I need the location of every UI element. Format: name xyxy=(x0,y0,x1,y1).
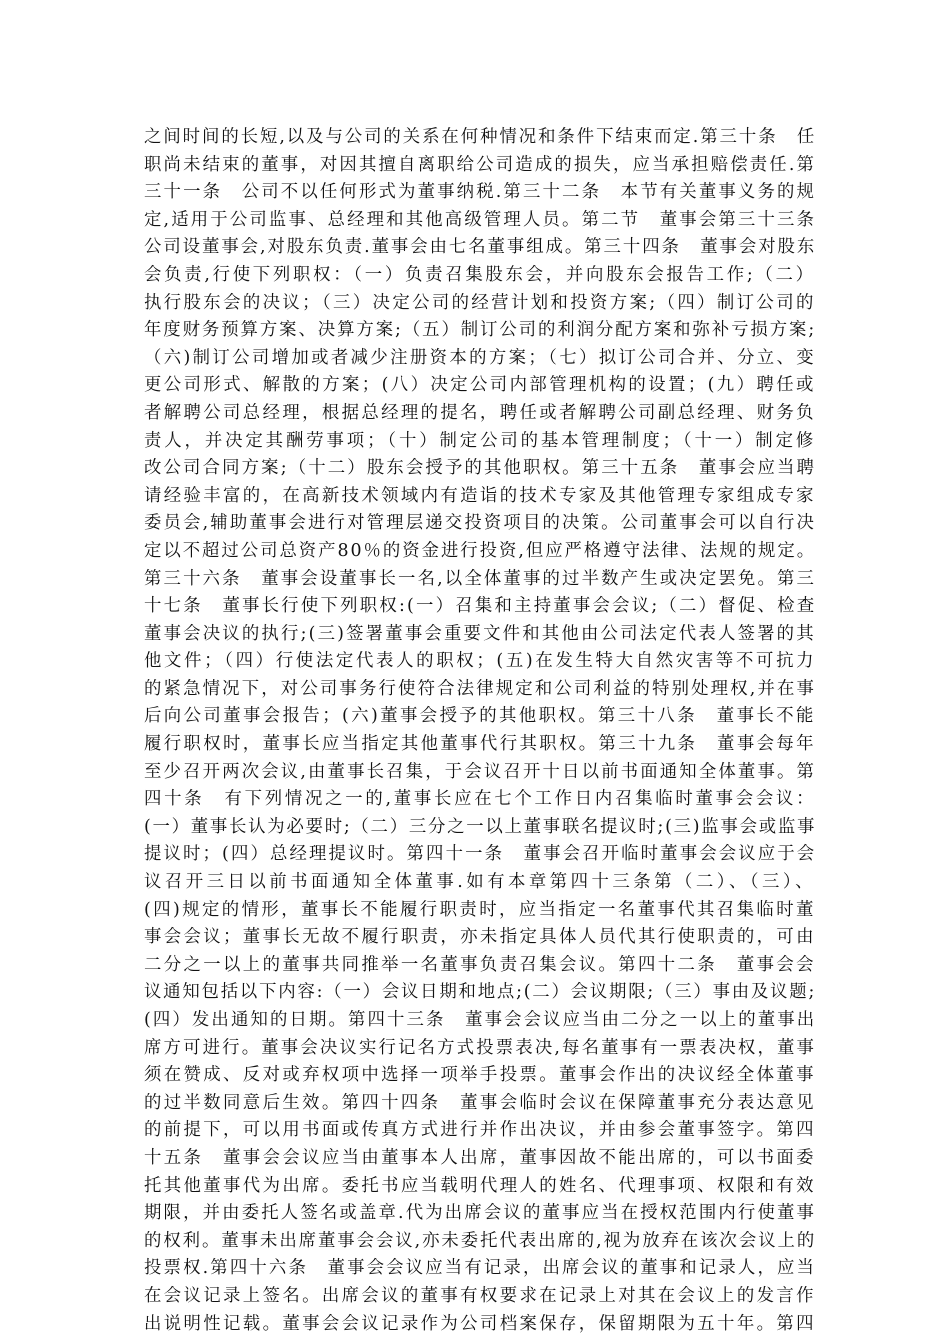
text-line: 的权利。董事未出席董事会会议,亦未委托代表出席的,视为放弃在该次会议上的 xyxy=(144,1230,816,1251)
text-line: 事会会议；董事长无故不履行职责，亦未指定具体人员代其行使职责的，可由 xyxy=(144,927,816,948)
text-line: 投票权.第四十六条 董事会会议应当有记录，出席会议的董事和记录人，应当 xyxy=(144,1258,816,1279)
text-line: 履行职权时，董事长应当指定其他董事代行其职权。第三十九条 董事会每年 xyxy=(144,734,816,755)
text-line: 他文件；（四）行使法定代表人的职权；(五)在发生特大自然灾害等不可抗力 xyxy=(144,651,816,672)
text-line: 请经验丰富的，在高新技术领域内有造诣的技术专家及其他管理专家组成专家 xyxy=(144,485,816,506)
text-line: 执行股东会的决议；（三）决定公司的经营计划和投资方案;（四）制订公司的 xyxy=(144,292,816,313)
text-line: 十五条 董事会会议应当由董事本人出席，董事因故不能出席的，可以书面委 xyxy=(144,1147,816,1168)
body-text xyxy=(144,124,816,1338)
text-line: 四十条 有下列情况之一的,董事长应在七个工作日内召集临时董事会会议： xyxy=(144,789,816,810)
text-line: 的过半数同意后生效。第四十四条 董事会临时会议在保障董事充分表达意见 xyxy=(144,1092,816,1113)
text-line: (四)规定的情形，董事长不能履行职责时，应当指定一名董事代其召集临时董 xyxy=(144,899,816,920)
text-line: 三十一条 公司不以任何形式为董事纳税.第三十二条 本节有关董事义务的规 xyxy=(144,182,816,203)
text-line: 第三十六条 董事会设董事长一名,以全体董事的过半数产生或决定罢免。第三 xyxy=(144,568,816,589)
text-line: （六)制订公司增加或者减少注册资本的方案；（七）拟订公司合并、分立、变 xyxy=(144,347,816,368)
text-line: 年度财务预算方案、决算方案;（五）制订公司的利润分配方案和弥补亏损方案; xyxy=(144,320,816,341)
text-line: (一）董事长认为必要时;（二）三分之一以上董事联名提议时;(三)监事会或监事 xyxy=(144,816,816,837)
text-line: 席方可进行。董事会决议实行记名方式投票表决,每名董事有一票表决权，董事 xyxy=(144,1037,816,1058)
text-line: 者解聘公司总经理，根据总经理的提名，聘任或者解聘公司副总经理、财务负 xyxy=(144,402,816,423)
text-line: 议召开三日以前书面通知全体董事.如有本章第四十三条第（二）、（三）、 xyxy=(144,872,816,893)
text-line: 期限，并由委托人签名或盖章.代为出席会议的董事应当在授权范围内行使董事 xyxy=(144,1203,816,1224)
text-line: 议通知包括以下内容:（一）会议日期和地点;(二）会议期限;（三）事由及议题; xyxy=(144,982,816,1003)
text-line: 更公司形式、解散的方案；(八）决定公司内部管理机构的设置；(九）聘任或 xyxy=(144,375,816,396)
text-line: 职尚未结束的董事，对因其擅自离职给公司造成的损失，应当承担赔偿责任.第 xyxy=(144,154,816,175)
text-line: 责人，并决定其酬劳事项；（十）制定公司的基本管理制度；（十一）制定修 xyxy=(144,430,816,451)
text-line: 在会议记录上签名。出席会议的董事有权要求在记录上对其在会议上的发言作 xyxy=(144,1285,816,1306)
text-line: 之间时间的长短,以及与公司的关系在何种情况和条件下结束而定.第三十条 任 xyxy=(144,127,816,147)
text-line: 至少召开两次会议,由董事长召集，于会议召开十日以前书面通知全体董事。第 xyxy=(144,761,816,782)
text-line: 改公司合同方案;（十二）股东会授予的其他职权。第三十五条 董事会应当聘 xyxy=(144,458,816,479)
text-line: 须在赞成、反对或弃权项中选择一项举手投票。董事会作出的决议经全体董事 xyxy=(144,1065,816,1086)
text-line: 的前提下，可以用书面或传真方式进行并作出决议，并由参会董事签字。第四 xyxy=(144,1120,816,1141)
text-line: 托其他董事代为出席。委托书应当载明代理人的姓名、代理事项、权限和有效 xyxy=(144,1175,816,1196)
text-line: 公司设董事会,对股东负责.董事会由七名董事组成。第三十四条 董事会对股东 xyxy=(144,237,816,258)
text-line: 十七条 董事长行使下列职权:(一）召集和主持董事会会议;（二）督促、检查 xyxy=(144,596,816,617)
text-line: 出说明性记载。董事会会议记录作为公司档案保存，保留期限为五十年。第四 xyxy=(144,1313,816,1334)
text-line: 二分之一以上的董事共同推举一名董事负责召集会议。第四十二条 董事会会 xyxy=(144,954,816,975)
text-line: 的紧急情况下，对公司事务行使符合法律规定和公司利益的特别处理权,并在事 xyxy=(144,678,816,699)
text-line: 董事会决议的执行;(三)签署董事会重要文件和其他由公司法定代表人签署的其 xyxy=(144,623,816,644)
text-line: 委员会,辅助董事会进行对管理层递交投资项目的决策。公司董事会可以自行决 xyxy=(144,513,816,534)
text-line: 定,适用于公司监事、总经理和其他高级管理人员。第二节 董事会第三十三条 xyxy=(144,209,816,230)
text-line: (四）发出通知的日期。第四十三条 董事会会议应当由二分之一以上的董事出 xyxy=(144,1010,816,1030)
text-line: 定以不超过公司总资产80％的资金进行投资,但应严格遵守法律、法规的规定。 xyxy=(144,540,816,561)
text-line: 后向公司董事会报告；(六)董事会授予的其他职权。第三十八条 董事长不能 xyxy=(144,706,816,727)
text-line: 提议时；(四）总经理提议时。第四十一条 董事会召开临时董事会会议应于会 xyxy=(144,844,816,865)
text-line: 会负责,行使下列职权：（一）负责召集股东会，并向股东会报告工作;（二） xyxy=(144,264,816,285)
